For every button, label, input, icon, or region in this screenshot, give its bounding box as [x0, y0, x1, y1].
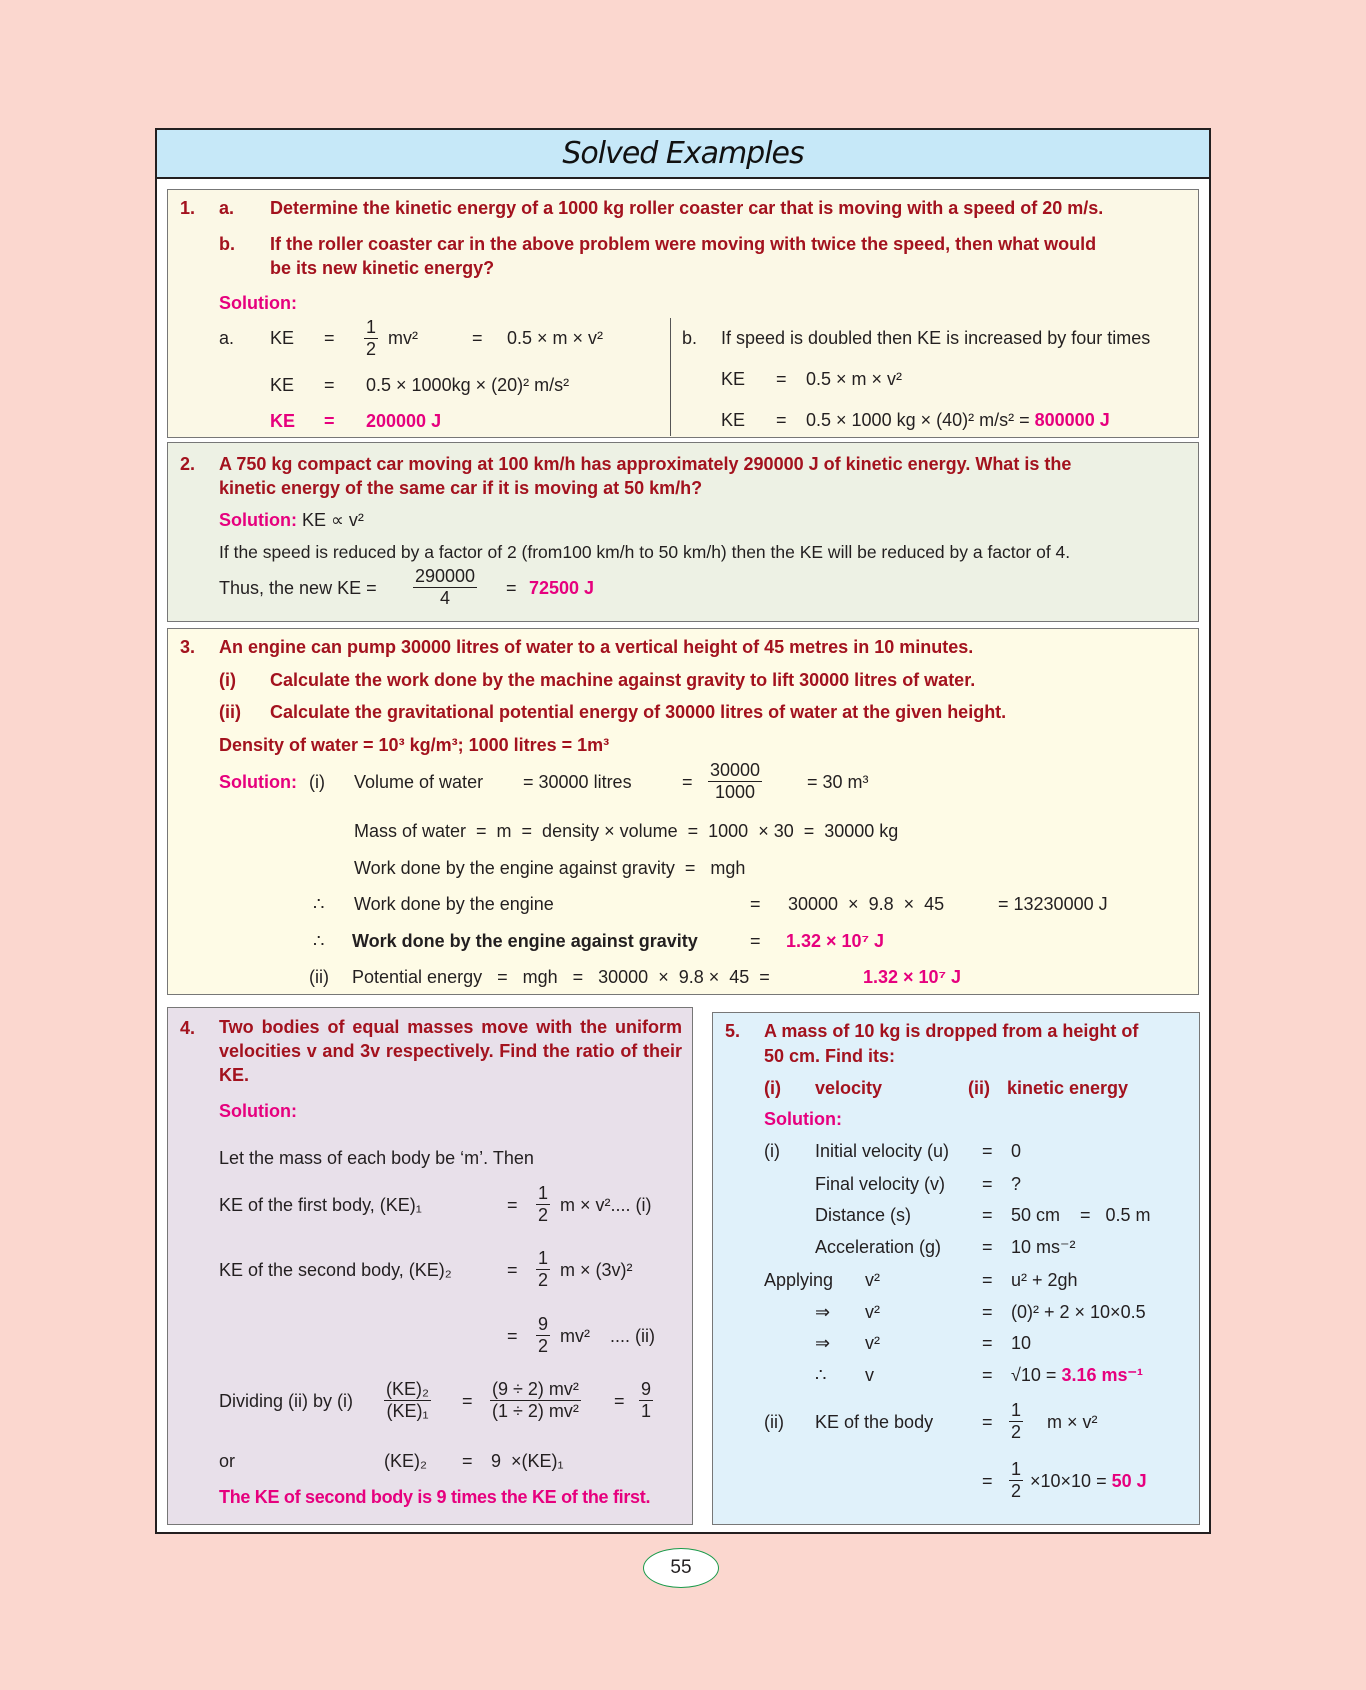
equals: =	[982, 1205, 993, 1225]
thus-text: Thus, the new KE =	[219, 578, 377, 598]
answer: 72500 J	[529, 578, 595, 598]
given-label: Acceleration (g)	[815, 1237, 942, 1257]
fraction	[413, 566, 477, 609]
fraction	[1009, 1400, 1023, 1443]
equals: =	[506, 578, 517, 598]
denominator: 1	[641, 1401, 652, 1421]
given-label: Initial velocity (u)	[815, 1141, 950, 1161]
equals: =	[982, 1365, 993, 1385]
given-value: ?	[1011, 1174, 1022, 1194]
step-label: Dividing (ii) by (i)	[219, 1391, 354, 1411]
or-label: or	[219, 1451, 236, 1471]
question-text: Determine the kinetic energy of a 1000 kg roller coaster car that is moving with a speed of 20 m/s.	[270, 198, 1104, 218]
answer: 1.32 × 10⁷ J	[863, 967, 962, 987]
equals: =	[982, 1141, 993, 1161]
ke-label: KE	[721, 410, 746, 430]
title-bar	[157, 130, 1209, 179]
solution-label: Solution:	[219, 1101, 297, 1121]
step-result: = 30 m³	[807, 772, 869, 792]
page-number: 55	[643, 1548, 719, 1588]
example-number: 3.	[180, 637, 196, 657]
answer: 1.32 × 10⁷ J	[786, 931, 885, 951]
equals: =	[776, 410, 787, 430]
solution-text: If speed is doubled then KE is increased by four times	[721, 328, 1151, 348]
step-value: 9 ×(KE)₁	[491, 1451, 564, 1471]
formula: mv²	[388, 328, 418, 348]
fraction	[384, 1379, 431, 1422]
question-text: An engine can pump 30000 litres of water to a vertical height of 45 metres in 10 minutes.	[219, 637, 974, 657]
answer: 800000 J	[1034, 410, 1110, 430]
given-value: 50 cm = 0.5 m	[1011, 1205, 1151, 1225]
equals: =	[324, 328, 335, 348]
question-text: velocity	[815, 1078, 883, 1098]
step-value	[1011, 1364, 1143, 1386]
equals: =	[982, 1270, 993, 1290]
step-value: m × (3v)²	[560, 1260, 633, 1280]
equals: =	[750, 894, 761, 914]
numerator: 1	[1011, 1459, 1022, 1479]
step-value: m × v².... (i)	[560, 1195, 652, 1215]
step-label: KE of the first body, (KE)₁	[219, 1195, 422, 1215]
fraction	[364, 317, 378, 360]
numerator: 290000	[415, 566, 476, 586]
proportion: KE ∝ v²	[302, 510, 364, 530]
part-label: (i)	[764, 1078, 781, 1098]
divider	[670, 318, 671, 436]
equals: =	[776, 369, 787, 389]
given-value: 0	[1011, 1141, 1022, 1161]
part-label: (ii)	[309, 967, 329, 987]
numerator: 1	[1011, 1400, 1022, 1420]
formula	[806, 409, 1110, 431]
fraction	[490, 1379, 581, 1422]
part-label: (i)	[219, 670, 236, 690]
equals: =	[982, 1412, 993, 1432]
variable: v²	[865, 1270, 880, 1290]
equals: =	[682, 772, 693, 792]
question-text: A 750 kg compact car moving at 100 km/h has approximately 290000 J of kinetic energy. What is the	[219, 454, 1072, 474]
fraction	[536, 1183, 550, 1226]
ke-label: KE	[270, 328, 295, 348]
step-value: mv² .... (ii)	[560, 1326, 655, 1346]
solution-label: Solution:	[219, 772, 297, 792]
step-result: = 13230000 J	[998, 894, 1108, 914]
equals: =	[982, 1302, 993, 1322]
variable: v	[865, 1365, 874, 1385]
question-text: kinetic energy of the same car if it is moving at 50 km/h?	[219, 478, 703, 498]
solution-line	[219, 509, 364, 531]
numerator: 30000	[710, 760, 761, 780]
formula: 0.5 × 1000kg × (20)² m/s²	[366, 375, 570, 395]
question-text: A mass of 10 kg is dropped from a height of	[764, 1021, 1139, 1041]
denominator: 2	[538, 1270, 549, 1290]
example-number: 4.	[180, 1018, 196, 1038]
ke-label: KE	[270, 411, 296, 431]
question-text: If the roller coaster car in the above problem were moving with twice the speed, then what would	[270, 234, 1097, 254]
equals: =	[472, 328, 483, 348]
solution-label: Solution:	[219, 293, 297, 313]
denominator: (KE)₁	[386, 1401, 429, 1421]
denominator: (1 ÷ 2) mv²	[492, 1401, 579, 1421]
question-text: Two bodies of equal masses move with the uniform velocities v and 3v respectively. Find the ratio of their KE.	[219, 1017, 682, 1085]
example-number: 1.	[180, 198, 196, 218]
step-value: = 30000 litres	[523, 772, 632, 792]
question-text: kinetic energy	[1007, 1078, 1129, 1098]
formula-text: 0.5 × 1000 kg × (40)² m/s² =	[806, 410, 1030, 430]
numerator: (9 ÷ 2) mv²	[492, 1379, 579, 1399]
step-line: Mass of water = m = density × volume = 1000 × 30 = 30000 kg	[354, 821, 899, 841]
page-title: Solved Examples	[562, 136, 804, 171]
given-label: Distance (s)	[815, 1205, 912, 1225]
fraction	[1009, 1459, 1023, 1502]
sqrt-expression: √10 =	[1011, 1365, 1057, 1385]
step-label: Volume of water	[354, 772, 484, 792]
part-label: b.	[682, 328, 698, 348]
question-text: 50 cm. Find its:	[764, 1046, 896, 1066]
equals: =	[324, 411, 335, 431]
explanation: If the speed is reduced by a factor of 2 (from100 km/h to 50 km/h) then the KE will be reduced by a factor of 4.	[219, 542, 1071, 562]
given-data: Density of water = 10³ kg/m³; 1000 litres = 1m³	[219, 735, 610, 755]
numerator: 1	[538, 1248, 549, 1268]
conclusion: The KE of second body is 9 times the KE of the first.	[219, 1487, 651, 1507]
equals: =	[750, 931, 761, 951]
step-line: Potential energy = mgh = 30000 × 9.8 × 45 =	[352, 967, 770, 987]
therefore-symbol: ∴	[313, 894, 325, 914]
numerator: 9	[641, 1379, 652, 1399]
step-value	[1030, 1470, 1147, 1492]
question-text: Calculate the work done by the machine against gravity to lift 30000 litres of water.	[270, 670, 976, 690]
formula: 0.5 × m × v²	[806, 369, 903, 389]
calculation: ×10×10 =	[1030, 1471, 1107, 1491]
denominator: 2	[538, 1205, 549, 1225]
numerator: 9	[538, 1314, 549, 1334]
equals: =	[614, 1391, 625, 1411]
equals: =	[507, 1326, 518, 1346]
part-label: a.	[219, 328, 235, 348]
ke-label: KE	[270, 375, 295, 395]
denominator: 2	[1011, 1422, 1022, 1442]
step-label: Applying	[764, 1270, 834, 1290]
equals: =	[982, 1471, 993, 1491]
part-label: (ii)	[968, 1078, 990, 1098]
answer: 3.16 ms⁻¹	[1061, 1365, 1143, 1385]
solution-label: Solution:	[219, 510, 297, 530]
equals: =	[462, 1391, 473, 1411]
equals: =	[982, 1174, 993, 1194]
ke-label: KE	[721, 369, 746, 389]
fraction	[536, 1248, 550, 1291]
step-label: Work done by the engine	[354, 894, 554, 914]
step-value: (0)² + 2 × 10×0.5	[1011, 1302, 1146, 1322]
part-label: (ii)	[219, 702, 241, 722]
part-label: b.	[219, 234, 235, 254]
step-value: 10	[1011, 1333, 1032, 1353]
variable: v²	[865, 1302, 880, 1322]
numerator: 1	[538, 1183, 549, 1203]
denominator: 2	[366, 339, 377, 359]
example-number: 5.	[725, 1021, 741, 1041]
numerator: 1	[366, 317, 377, 337]
part-label: (ii)	[764, 1412, 784, 1432]
part-label: a.	[219, 198, 235, 218]
question-text: be its new kinetic energy?	[270, 258, 495, 278]
equals: =	[507, 1195, 518, 1215]
equals: =	[507, 1260, 518, 1280]
step-label: KE of the body	[815, 1412, 934, 1432]
variable: v²	[865, 1333, 880, 1353]
implies-symbol: ⇒	[815, 1333, 831, 1353]
denominator: 1000	[715, 782, 756, 802]
implies-symbol: ⇒	[815, 1302, 831, 1322]
fraction	[708, 760, 762, 803]
step-value: u² + 2gh	[1011, 1270, 1078, 1290]
therefore-symbol: ∴	[313, 931, 325, 951]
part-label: (i)	[764, 1141, 780, 1161]
example-number: 2.	[180, 454, 196, 474]
equals: =	[982, 1333, 993, 1353]
step-line: Let the mass of each body be ‘m’. Then	[219, 1148, 534, 1168]
equals: =	[324, 375, 335, 395]
step-value: 30000 × 9.8 × 45	[788, 894, 945, 914]
answer: 50 J	[1111, 1471, 1147, 1491]
step-label: KE of the second body, (KE)₂	[219, 1260, 452, 1280]
given-value: 10 ms⁻²	[1011, 1237, 1076, 1257]
example-1-box	[167, 189, 1199, 438]
answer: 200000 J	[366, 411, 442, 431]
therefore-symbol: ∴	[815, 1365, 827, 1385]
part-label: (i)	[309, 772, 325, 792]
equals: =	[462, 1451, 473, 1471]
step-line: Work done by the engine against gravity = mgh	[354, 858, 746, 878]
numerator: (KE)₂	[386, 1379, 429, 1399]
step-label: Work done by the engine against gravity	[352, 931, 698, 951]
step-value: m × v²	[1047, 1412, 1098, 1432]
question-text: Calculate the gravitational potential energy of 30000 litres of water at the given height.	[270, 702, 1007, 722]
fraction	[536, 1314, 550, 1357]
equals: =	[982, 1237, 993, 1257]
step-label: (KE)₂	[384, 1451, 427, 1471]
solution-label: Solution:	[764, 1109, 842, 1129]
fraction	[639, 1379, 653, 1422]
denominator: 4	[440, 588, 451, 608]
formula: 0.5 × m × v²	[507, 328, 604, 348]
denominator: 2	[538, 1336, 549, 1356]
given-label: Final velocity (v)	[815, 1174, 946, 1194]
denominator: 2	[1011, 1481, 1022, 1501]
